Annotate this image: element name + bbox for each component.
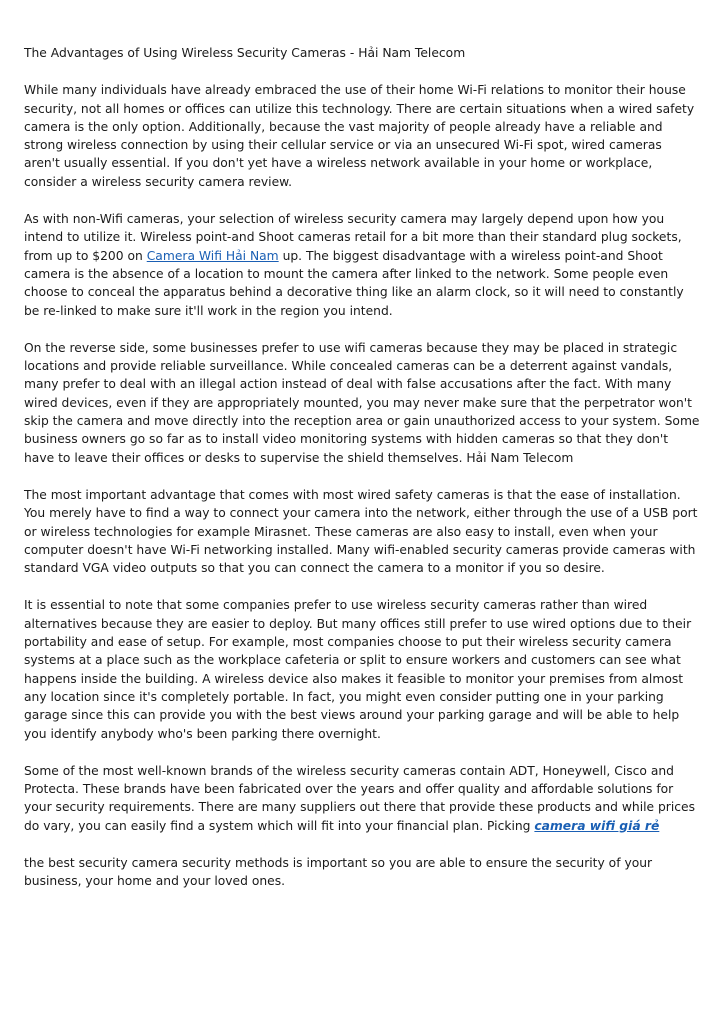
document-body: [24, 44, 700, 910]
paragraph-4: The most important advantage that comes with most wired safety cameras is that the ease of installation. You merely have to find a way to connect your camera into the network, either through the use of a USB port or wireless technologies for example Mirasnet. These cameras are also easy to install, even when your computer doesn't have Wi-Fi networking installed. Many wifi-enabled security cameras provide cameras with standard VGA video outputs so that you can connect the camera to a monitor if you so desire.: [24, 487, 698, 576]
paragraph-7: the best security camera security methods is important so you are able to ensure the security of your business, your home and your loved ones.: [24, 855, 653, 889]
paragraph-2: [24, 210, 700, 320]
paragraph-1: While many individuals have already embraced the use of their home Wi-Fi relations to monitor their house security, not all homes or offices can utilize this technology. There are certain situations when a wired safety camera is the only option. Additionally, because the vast majority of people already have a reliable and strong wireless connection by using their cellular service or via an unsecured Wi-Fi spot, wired cameras aren't usually essential. If you don't yet have a wireless network available in your home or workplace, consider a wireless security camera review.: [24, 83, 695, 189]
page-title: The Advantages of Using Wireless Security Cameras - Hải Nam Telecom: [24, 46, 466, 60]
paragraph-5: It is essential to note that some companies prefer to use wireless security cameras rather than wired alternatives because they are easier to deploy. But many offices still prefer to use wired options due to their portability and ease of setup. For example, most companies choose to put their wireless security camera systems at a place such as the workplace cafeteria or split to ensure workers and customers can see what happens inside the building. A wireless device also makes it feasible to monitor your premises from almost any location since it's completely portable. In fact, you might even consider putting one in your parking garage since this can provide you with the best views around your parking garage and will be able to help you identify anybody who's been parking there overnight.: [24, 598, 692, 741]
camera-wifi-gia-re-link[interactable]: camera wifi giá rẻ: [534, 818, 660, 833]
paragraph-2-text-before: As with non-Wifi cameras, your selection of wireless security camera may largely depend upon how you intend to utilize it. Wireless point-and Shoot cameras retail for a bit more than their standard plug sockets, from up to $200 on: [24, 212, 682, 263]
paragraph-2-text-after: up. The biggest disadvantage with a wireless point-and Shoot camera is the absence of a location to mount the camera after linked to the network. Some people even choose to conceal the apparatus behind a decorative thing like an alarm clock, so it will need to constantly be re-linked to make sure it'll work in the region you intend.: [24, 248, 684, 318]
paragraph-3: On the reverse side, some businesses prefer to use wifi cameras because they may be placed in strategic locations and provide reliable surveillance. While concealed cameras can be a deterrent against vandals, many prefer to deal with an illegal action instead of deal with false accusations after the fact. With many wired devices, even if they are appropriately mounted, you may never make sure that the perpetrator won't skip the camera and move directly into the reception area or gain unauthorized access to your system. Some business owners go so far as to install video monitoring systems with hidden cameras so that they don't have to leave their offices or desks to supervise the shield themselves. Hải Nam Telecom: [24, 340, 700, 465]
camera-wifi-hai-nam-link[interactable]: Camera Wifi Hải Nam: [146, 248, 279, 263]
paragraph-6-text-before: Some of the most well-known brands of the wireless security cameras contain ADT, Honeywell, Cisco and Protecta. These brands have been fabricated over the years and offer quality and affordable solutions for your security requirements. There are many suppliers out there that provide these products and while prices do vary, you can easily find a system which will fit into your financial plan. Picking: [24, 763, 696, 833]
paragraph-6: [24, 762, 700, 835]
